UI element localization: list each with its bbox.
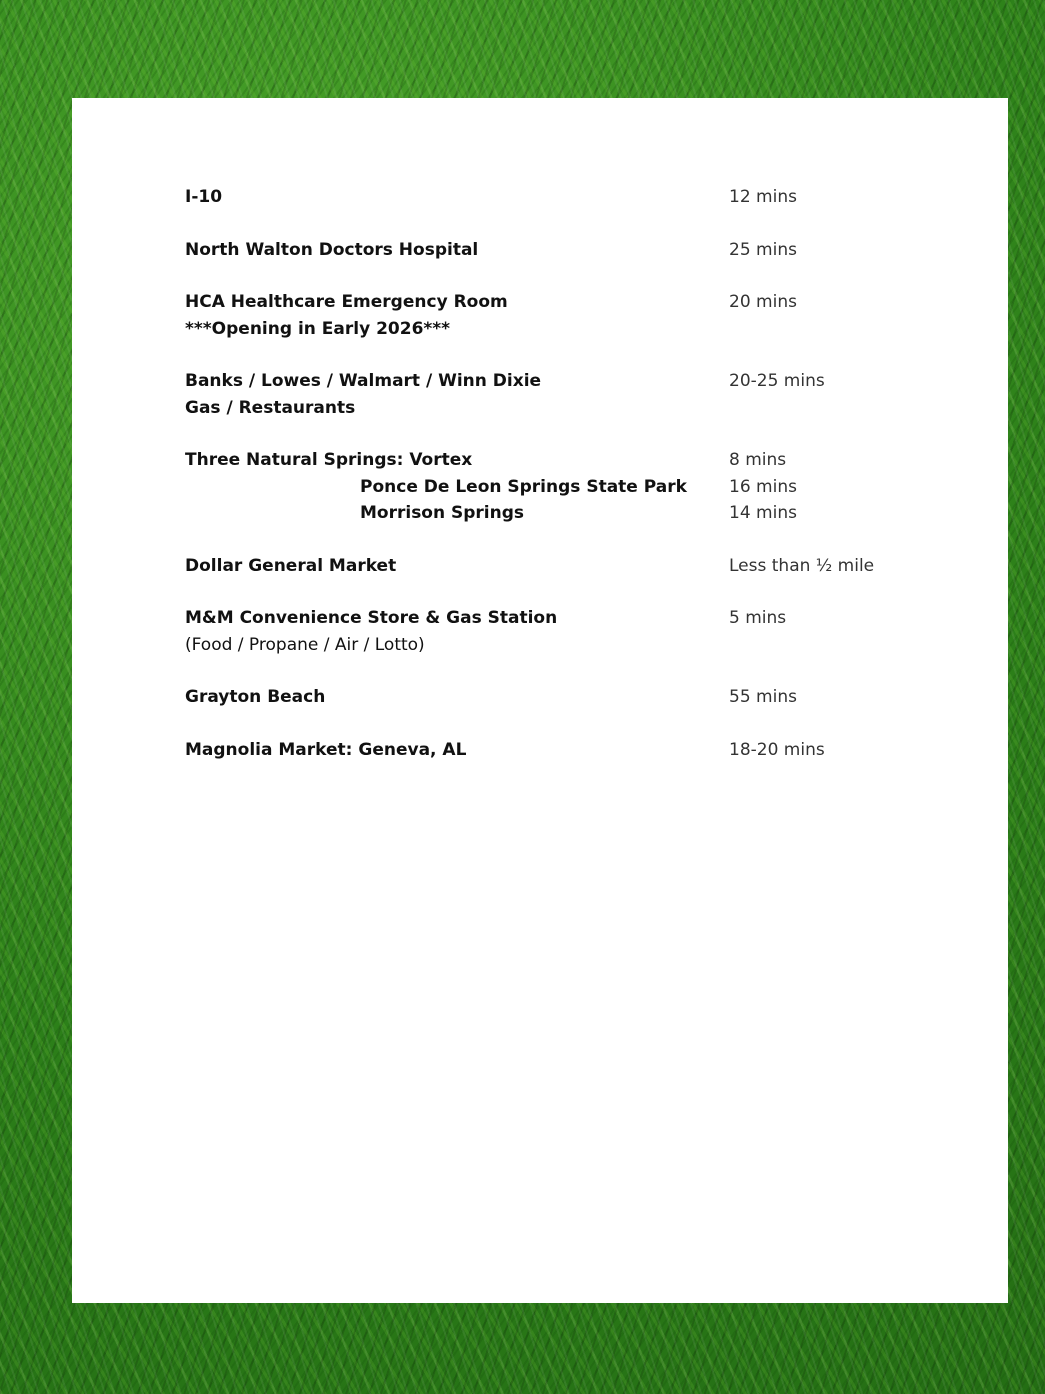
travel-time: 12 mins (729, 187, 797, 207)
list-item-shopping (185, 368, 965, 421)
place-name: Magnolia Market: Geneva, AL (185, 739, 467, 760)
travel-time: 16 mins (729, 476, 797, 497)
travel-time: 55 mins (729, 687, 797, 707)
entry-line (185, 500, 965, 527)
entry-line (185, 395, 965, 422)
place-name: Ponce De Leon Springs State Park (360, 476, 687, 497)
travel-time: 20 mins (729, 292, 797, 312)
entry-line (185, 316, 965, 343)
entry-line (185, 632, 965, 659)
place-name: Gas / Restaurants (185, 397, 356, 418)
list-item-hospital (185, 237, 965, 264)
list-item-grayton-beach (185, 684, 965, 711)
place-note: (Food / Propane / Air / Lotto) (185, 634, 425, 655)
travel-time: 8 mins (729, 450, 787, 470)
place-name: Morrison Springs (360, 503, 525, 523)
entry-line (185, 447, 965, 474)
entry-line (185, 289, 965, 316)
place-name: Dollar General Market (185, 555, 397, 576)
travel-time: 20-25 mins (729, 371, 825, 391)
travel-time: 25 mins (729, 239, 797, 260)
entry-line (185, 474, 965, 501)
document-page (72, 98, 1008, 1303)
entry-line (185, 553, 965, 580)
entry-line (185, 605, 965, 632)
list-item-springs (185, 447, 965, 527)
place-name: Banks / Lowes / Walmart / Winn Dixie (185, 371, 542, 391)
travel-time: 5 mins (729, 608, 787, 628)
place-name: I-10 (185, 187, 223, 207)
place-name: North Walton Doctors Hospital (185, 239, 479, 260)
travel-time: Less than ½ mile (729, 555, 875, 576)
entry-line (185, 184, 965, 211)
place-name: HCA Healthcare Emergency Room (185, 292, 508, 312)
place-name: Three Natural Springs: Vortex (185, 450, 473, 470)
list-item-dollar-general (185, 553, 965, 580)
list-item-convenience-store (185, 605, 965, 658)
place-name: Grayton Beach (185, 687, 326, 707)
distance-list (185, 184, 965, 789)
list-item-magnolia-market (185, 737, 965, 764)
entry-line (185, 737, 965, 764)
place-note: ***Opening in Early 2026*** (185, 318, 451, 339)
list-item-emergency-room (185, 289, 965, 342)
entry-line (185, 684, 965, 711)
list-item-i10 (185, 184, 965, 211)
entry-line (185, 237, 965, 264)
place-name: M&M Convenience Store & Gas Station (185, 608, 558, 628)
entry-line (185, 368, 965, 395)
travel-time: 14 mins (729, 503, 797, 523)
travel-time: 18-20 mins (729, 739, 825, 760)
